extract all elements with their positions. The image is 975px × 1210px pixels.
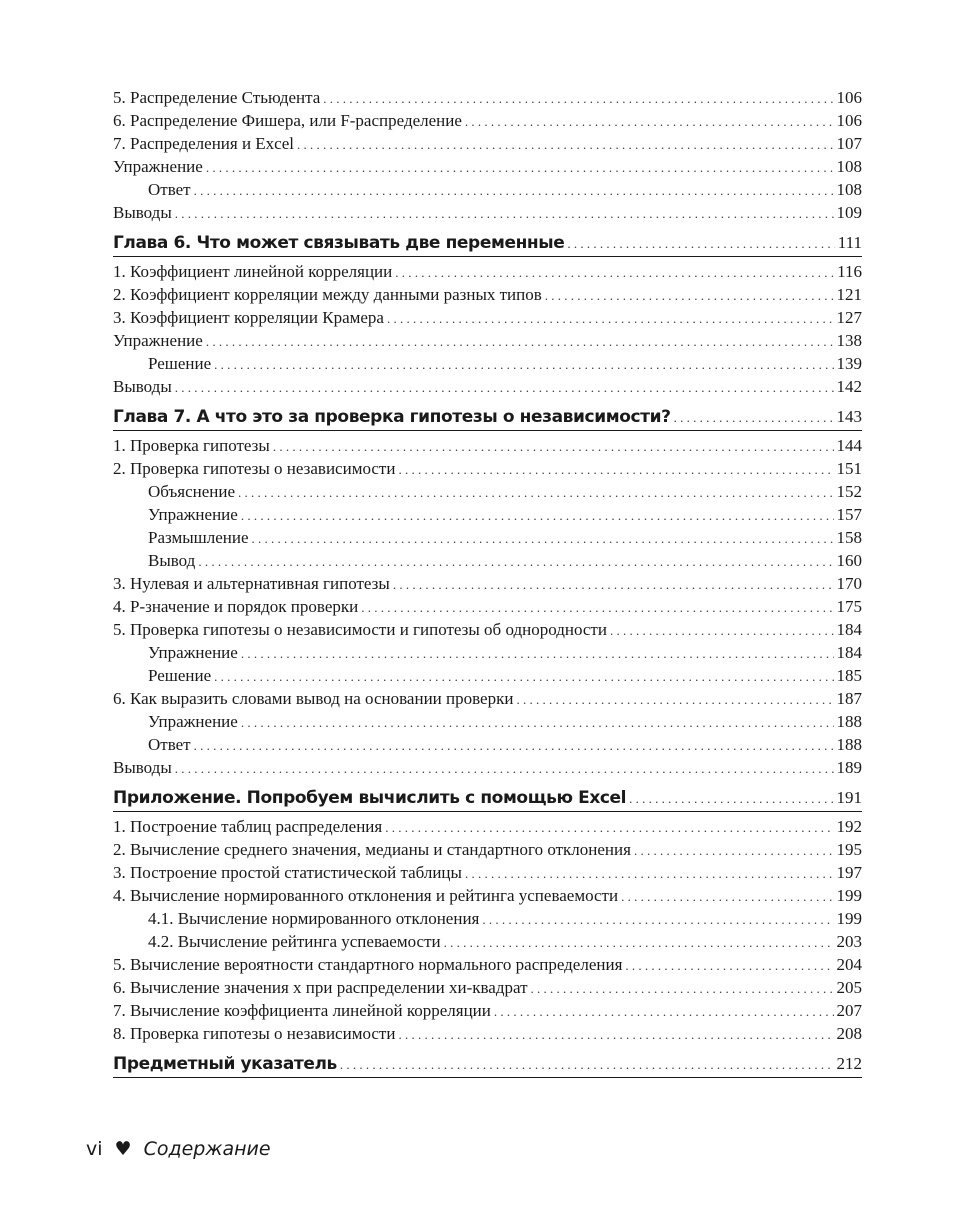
toc-entry [113,549,862,572]
page-number: 139 [836,354,862,373]
dot-leader [241,642,834,665]
dot-leader [241,504,834,527]
chapter-title: Приложение. Попробуем вычислить с помощью Excel [113,788,627,808]
page-number: 107 [836,134,862,153]
dot-leader [297,133,834,156]
toc-entry [113,260,862,283]
entry-title: Выводы [113,758,172,777]
toc-entry [113,375,862,398]
toc-entry [113,283,862,306]
dot-leader [361,596,833,619]
entry-title: 6. Распределение Фишера, или F-распределение [113,111,462,130]
toc-entry [113,306,862,329]
entry-title: 1. Проверка гипотезы [113,436,270,455]
toc-entry [113,953,862,976]
entry-title: Упражнение [113,331,203,350]
toc-entry [113,641,862,664]
page-number: 111 [837,233,862,252]
chapter-title: Глава 6. Что может связывать две переменные [113,233,565,253]
entry-title: Ответ [148,735,191,754]
toc-entry [113,687,862,710]
dot-leader [398,1023,833,1046]
toc-entry [113,132,862,155]
dot-leader [241,711,834,734]
toc-entry [113,733,862,756]
entry-title: 7. Вычисление коэффициента линейной корреляции [113,1001,491,1020]
chapter-title: Предметный указатель [113,1054,337,1074]
toc-entry [113,664,862,687]
heart-icon: ♥ [114,1138,132,1160]
dot-leader [482,908,833,931]
page-number: 142 [836,377,862,396]
toc-chapter-heading [113,404,862,431]
entry-title: 4. Вычисление нормированного отклонения и рейтинга успеваемости [113,886,619,905]
dot-leader [198,550,833,573]
dot-leader [494,1000,834,1023]
toc-entry [113,861,862,884]
page-number: 188 [836,712,862,731]
toc-entry [113,756,862,779]
dot-leader [214,665,833,688]
toc-entry [113,201,862,224]
toc-entry [113,999,862,1022]
entry-title: 5. Вычисление вероятности стандартного нормального распределения [113,955,623,974]
running-title: Содержание [143,1138,271,1160]
page-number: 204 [836,955,862,974]
entry-title: 2. Проверка гипотезы о независимости [113,459,396,478]
toc-entry [113,976,862,999]
dot-leader [252,527,834,550]
page-number: 184 [836,643,862,662]
toc-entry [113,503,862,526]
page-number: 151 [836,459,862,478]
page-number: 157 [836,505,862,524]
dot-leader [634,839,834,862]
entry-title: Решение [148,354,212,373]
dot-leader [444,931,834,954]
dot-leader [567,231,834,257]
page-number: 152 [836,482,862,501]
table-of-contents [113,86,862,1081]
chapter-title: Глава 7. А что это за проверка гипотезы о независимости? [113,407,671,427]
dot-leader [465,110,834,133]
page-number: vi [86,1138,103,1160]
entry-title: Вывод [148,551,196,570]
dot-leader [621,885,833,908]
toc-entry [113,572,862,595]
toc-chapter-heading [113,785,862,812]
entry-title: Упражнение [148,643,238,662]
entry-title: Объяснение [148,482,236,501]
toc-entry [113,155,862,178]
entry-title: 6. Вычисление значения х при распределении хи-квадрат [113,978,528,997]
page-number: 108 [836,180,862,199]
page-number: 208 [836,1024,862,1043]
page-number: 203 [836,932,862,951]
dot-leader [175,202,834,225]
page-number: 143 [836,407,862,426]
page-number: 197 [836,863,862,882]
toc-entry [113,434,862,457]
toc-entry [113,1022,862,1045]
entry-title: 1. Построение таблиц распределения [113,817,383,836]
page-number: 175 [836,597,862,616]
dot-leader [545,284,834,307]
page-number: 192 [836,817,862,836]
page-number: 188 [836,735,862,754]
dot-leader [398,458,833,481]
entry-title: Ответ [148,180,191,199]
entry-title: Решение [148,666,212,685]
entry-title: Упражнение [113,157,203,176]
entry-title: Упражнение [148,505,238,524]
entry-title: 5. Распределение Стьюдента [113,88,321,107]
page-number: 144 [836,436,862,455]
entry-title: 1. Коэффициент линейной корреляции [113,262,393,281]
page-number: 187 [836,689,862,708]
toc-entry [113,526,862,549]
page-number: 199 [836,909,862,928]
dot-leader [194,179,834,202]
page-number: 160 [836,551,862,570]
toc-entry [113,930,862,953]
dot-leader [531,977,834,1000]
entry-title: Размышление [148,528,249,547]
toc-entry [113,595,862,618]
dot-leader [206,330,834,353]
page-number: 109 [836,203,862,222]
page-number: 184 [836,620,862,639]
dot-leader [175,376,834,399]
page-number: 158 [836,528,862,547]
dot-leader [273,435,834,458]
entry-title: 8. Проверка гипотезы о независимости [113,1024,396,1043]
toc-entry [113,457,862,480]
page-number: 108 [836,157,862,176]
entry-title: 3. Коэффициент корреляции Крамера [113,308,384,327]
entry-title: 6. Как выразить словами вывод на основании проверки [113,689,514,708]
page-number: 116 [837,262,862,281]
toc-entry [113,907,862,930]
entry-title: 5. Проверка гипотезы о независимости и гипотезы об однородности [113,620,607,639]
toc-entry [113,178,862,201]
entry-title: 3. Построение простой статистической таблицы [113,863,462,882]
page-number: 195 [836,840,862,859]
entry-title: Выводы [113,377,172,396]
page-number: 121 [836,285,862,304]
toc-entry [113,86,862,109]
page-number: 205 [836,978,862,997]
page-number: 207 [836,1001,862,1020]
dot-leader [387,307,834,330]
toc-entry [113,352,862,375]
dot-leader [625,954,833,977]
dot-leader [674,405,834,431]
page-number: 106 [836,111,862,130]
page-number: 189 [836,758,862,777]
dot-leader [175,757,834,780]
entry-title: 2. Вычисление среднего значения, медианы и стандартного отклонения [113,840,631,859]
toc-entry [113,884,862,907]
entry-title: Упражнение [148,712,238,731]
page-number: 127 [836,308,862,327]
dot-leader [610,619,834,642]
page-number: 170 [836,574,862,593]
entry-title: 3. Нулевая и альтернативная гипотезы [113,574,390,593]
toc-chapter-heading [113,230,862,257]
entry-title: Выводы [113,203,172,222]
page-number: 106 [836,88,862,107]
dot-leader [206,156,834,179]
page-footer [86,1138,271,1160]
page-number: 199 [836,886,862,905]
dot-leader [516,688,833,711]
dot-leader [395,261,834,284]
dot-leader [629,786,833,812]
dot-leader [385,816,833,839]
toc-entry [113,710,862,733]
toc-entry [113,480,862,503]
dot-leader [194,734,834,757]
page-number: 212 [836,1054,862,1073]
dot-leader [465,862,834,885]
page-number: 185 [836,666,862,685]
toc-entry [113,838,862,861]
toc-chapter-heading [113,1051,862,1078]
dot-leader [214,353,833,376]
dot-leader [340,1052,834,1078]
entry-title: 4.1. Вычисление нормированного отклонения [148,909,480,928]
entry-title: 2. Коэффициент корреляции между данными разных типов [113,285,542,304]
toc-entry [113,618,862,641]
entry-title: 4. P-значение и порядок проверки [113,597,359,616]
dot-leader [323,87,833,110]
toc-entry [113,329,862,352]
page-number: 191 [836,788,862,807]
dot-leader [238,481,833,504]
dot-leader [393,573,834,596]
toc-entry [113,109,862,132]
entry-title: 4.2. Вычисление рейтинга успеваемости [148,932,441,951]
toc-entry [113,815,862,838]
entry-title: 7. Распределения и Excel [113,134,294,153]
page-number: 138 [836,331,862,350]
